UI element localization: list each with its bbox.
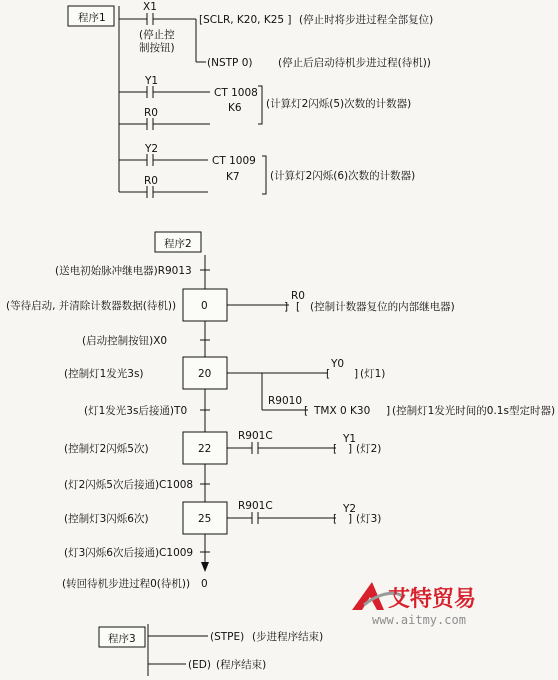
y1-note: (灯2) xyxy=(356,443,382,455)
step-25-note: (控制灯3闪烁6次) xyxy=(64,513,149,525)
x1-label: X1 xyxy=(143,1,157,13)
y0-note: (灯1) xyxy=(360,368,386,380)
svg-text:]: ] xyxy=(348,443,353,455)
c1009-transition: (灯3闪烁6次后接通)C1009 xyxy=(64,547,194,559)
step-0-number: 0 xyxy=(201,300,208,312)
svg-text:]: ] xyxy=(284,301,289,313)
ct1009-note: (计算灯2闪烁(6)次数的计数器) xyxy=(270,170,416,182)
y1-label: Y1 xyxy=(145,75,159,87)
svg-text:[: [ xyxy=(326,368,331,380)
r901c-label-a: R901C xyxy=(238,430,273,442)
stpe-note: (步进程序结束) xyxy=(252,631,324,643)
ct1008-note: (计算灯2闪烁(5)次数的计数器) xyxy=(266,98,412,110)
k7-label: K7 xyxy=(226,171,240,183)
program2-label: 程序2 xyxy=(164,238,192,250)
watermark-url: www.aitmy.com xyxy=(372,613,466,627)
svg-text:[: [ xyxy=(296,301,301,313)
ct1008-label: CT 1008 xyxy=(214,87,258,99)
step-22-note: (控制灯2闪烁5次) xyxy=(64,443,149,455)
watermark-brand: 艾特贸易 xyxy=(388,587,477,612)
y2-note: (灯3) xyxy=(356,513,382,525)
svg-text:]: ] xyxy=(348,513,353,525)
step-22-number: 22 xyxy=(198,443,212,455)
svg-text:[: [ xyxy=(333,443,338,455)
y2-label: Y2 xyxy=(145,143,159,155)
r0-label-a: R0 xyxy=(144,107,158,119)
y1-coil-label: Y1 xyxy=(343,433,357,445)
sclr-note: (停止时将步进过程全部复位) xyxy=(299,14,434,26)
r9010-label: R9010 xyxy=(268,395,303,407)
step-20-number: 20 xyxy=(198,368,212,380)
ed-note: (程序结束) xyxy=(216,659,267,671)
watermark-logo xyxy=(352,582,476,627)
ct1009-bracket xyxy=(262,156,266,194)
tmx-instruction: TMX 0 K30 xyxy=(314,405,371,417)
c1008-transition: (灯2闪烁5次后接通)C1008 xyxy=(64,479,194,491)
r901c-label-b: R901C xyxy=(238,500,273,512)
nstp-instruction: (NSTP 0) xyxy=(207,57,253,69)
svg-text:]: ] xyxy=(386,405,391,417)
k6-label: K6 xyxy=(228,102,242,114)
r0-coil-note: (控制计数器复位的内部继电器) xyxy=(310,301,455,313)
svg-text:]: ] xyxy=(354,368,359,380)
program3-label: 程序3 xyxy=(108,633,136,645)
y2-coil-label: Y2 xyxy=(343,503,357,515)
r0-coil-label: R0 xyxy=(291,290,305,302)
x1-note-line2: 制按钮) xyxy=(139,42,175,54)
stpe-instruction: (STPE) xyxy=(210,631,245,643)
program1-label: 程序1 xyxy=(78,12,106,24)
return-target: 0 xyxy=(201,578,208,590)
step-0-note: (等待启动, 并清除计数器数据(待机)) xyxy=(6,300,177,312)
sclr-instruction: [SCLR, K20, K25 ] xyxy=(199,14,292,26)
y0-coil-label: Y0 xyxy=(331,358,345,370)
x1-note-line1: (停止控 xyxy=(139,29,175,41)
ed-instruction: (ED) xyxy=(188,659,211,671)
svg-text:[: [ xyxy=(333,513,338,525)
r0-label-b: R0 xyxy=(144,175,158,187)
t0-transition: (灯1发光3s后接通)T0 xyxy=(84,405,188,417)
nstp-note: (停止后启动待机步进过程(待机)) xyxy=(278,57,431,69)
step-20-note: (控制灯1发光3s) xyxy=(64,368,144,380)
ct1008-bracket xyxy=(258,86,262,124)
tmx-note: (控制灯1发光时间的0.1s型定时器) xyxy=(392,405,556,417)
return-note: (转回待机步进过程0(待机)) xyxy=(62,578,191,590)
r9013-transition: (送电初始脉冲继电器)R9013 xyxy=(55,265,192,277)
svg-text:[: [ xyxy=(304,405,309,417)
ct1009-label: CT 1009 xyxy=(212,155,256,167)
spine-arrow-icon xyxy=(201,562,209,572)
step-25-number: 25 xyxy=(198,513,212,525)
x0-transition: (启动控制按钮)X0 xyxy=(82,335,168,347)
